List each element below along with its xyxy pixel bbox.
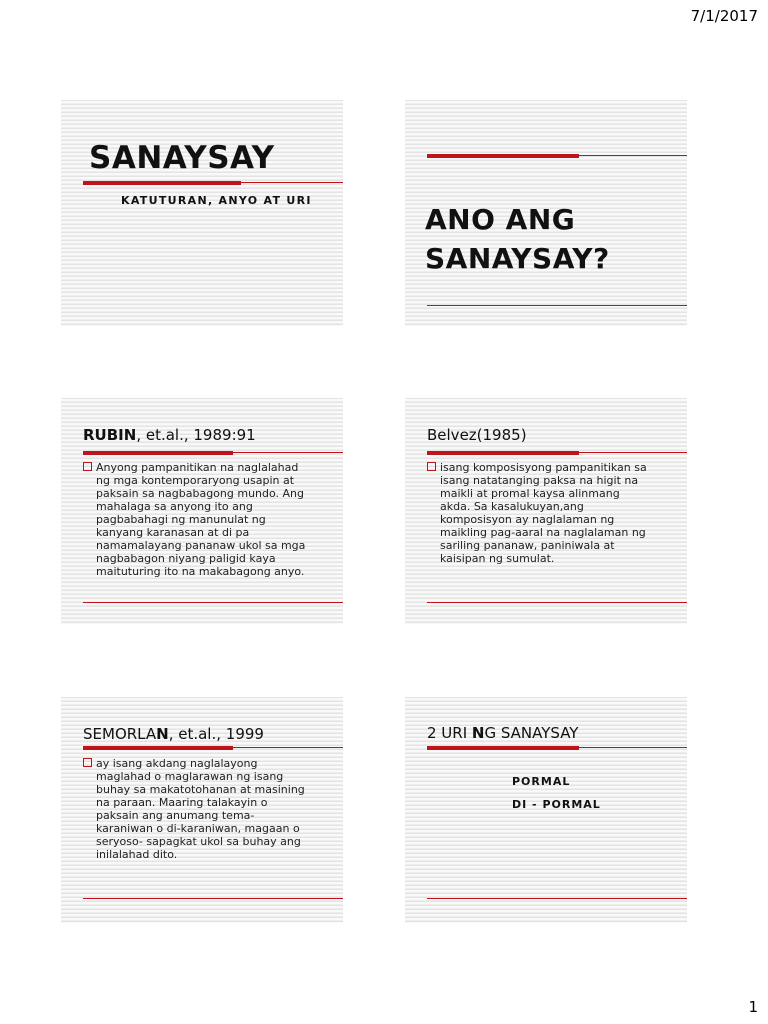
heading-bold-part: RUBIN: [83, 426, 137, 444]
bullet-line: isang komposisyong pampanitikan sa: [440, 461, 647, 474]
accent-line: [579, 155, 687, 156]
bullet-line: paksain sa nagbabagong mundo. Ang: [96, 487, 305, 500]
accent-bar: [427, 746, 579, 750]
question-line-2: SANAYSAY?: [425, 242, 610, 275]
bullet-line: Anyong pampanitikan na naglalahad: [96, 461, 299, 474]
slide-heading: [83, 426, 256, 444]
bullet-line: sariling pananaw, paniniwala at: [440, 539, 615, 552]
bullet-line: komposisyon ay naglalaman ng: [440, 513, 615, 526]
accent-line: [579, 452, 687, 453]
slide-rubin: [61, 398, 343, 624]
slide-question-heading: [425, 200, 610, 278]
bullet-line: maglahad o maglarawan ng isang: [96, 770, 284, 783]
bullet-line: maituturing ito na makabagong anyo.: [96, 565, 305, 578]
bottom-line: [427, 898, 687, 899]
heading-bold-part: N: [156, 725, 169, 743]
square-bullet-icon: [83, 462, 92, 471]
slide-heading: [83, 725, 264, 743]
slide-types: [405, 697, 687, 923]
bullet-line: akda. Sa kasalukuyan,ang: [440, 500, 584, 513]
bottom-line: [427, 305, 687, 306]
bullet-line: mahalaga sa anyong ito ang: [96, 500, 253, 513]
bullet-line: na paraan. Maaring talakayin o: [96, 796, 268, 809]
heading-bold-part: N: [471, 724, 485, 742]
slide-semorlan: [61, 697, 343, 923]
heading-rest-part: , et.al., 1999: [168, 725, 264, 743]
slide-subtitle: KATUTURAN, ANYO AT URI: [121, 194, 312, 207]
accent-bar: [427, 451, 579, 455]
slide-question: [405, 100, 687, 326]
heading-pre-part: 2 URI: [427, 724, 472, 742]
bottom-line: [427, 602, 687, 603]
question-line-1: ANO ANG: [425, 203, 576, 236]
type-item-di-pormal: DI - PORMAL: [512, 798, 601, 811]
bottom-line: [83, 602, 343, 603]
slide-title: [61, 100, 343, 326]
bottom-line: [83, 898, 343, 899]
bullet-line: kaisipan ng sumulat.: [440, 552, 555, 565]
bullet-line: karaniwan o di-karaniwan, magaan o: [96, 822, 300, 835]
bullet-line: maikling pag-aaral na naglalaman ng: [440, 526, 646, 539]
bullet-line: pagbabahagi ng manunulat ng: [96, 513, 266, 526]
type-item-pormal: PORMAL: [512, 775, 571, 788]
bullet-item: [83, 757, 339, 861]
slide-belvez: [405, 398, 687, 624]
slide-heading: [427, 724, 578, 742]
heading-pre-part: SEMORLA: [83, 725, 157, 743]
accent-bar: [83, 181, 241, 185]
page-date: 7/1/2017: [690, 7, 758, 25]
heading-rest-part: , et.al., 1989:91: [136, 426, 256, 444]
bullet-line: paksain ang anumang tema-: [96, 809, 255, 822]
slide-heading: Belvez(1985): [427, 426, 527, 444]
page-number: 1: [748, 998, 758, 1016]
accent-line: [233, 452, 343, 453]
bullet-line: maikli at promal kaysa alinmang: [440, 487, 620, 500]
bullet-line: nagbabagon niyang paligid kaya: [96, 552, 276, 565]
bullet-line: namamalayang pananaw ukol sa mga: [96, 539, 306, 552]
accent-line: [233, 747, 343, 748]
accent-line: [241, 182, 343, 183]
bullet-line: seryoso- sapagkat ukol sa buhay ang: [96, 835, 301, 848]
bullet-line: buhay sa makatotohanan at masining: [96, 783, 305, 796]
slide-title-heading: SANAYSAY: [89, 140, 275, 176]
accent-line: [579, 747, 687, 748]
bullet-item: [83, 461, 339, 578]
bullet-item: [427, 461, 683, 565]
bullet-line: kanyang karanasan at di pa: [96, 526, 250, 539]
square-bullet-icon: [427, 462, 436, 471]
accent-bar: [83, 746, 233, 750]
bullet-line: isang natatanging paksa na higit na: [440, 474, 639, 487]
bullet-line: ay isang akdang naglalayong: [96, 757, 258, 770]
square-bullet-icon: [83, 758, 92, 767]
accent-bar: [427, 154, 579, 158]
bullet-line: ng mga kontemporaryong usapin at: [96, 474, 295, 487]
heading-rest-part: G SANAYSAY: [484, 724, 579, 742]
bullet-line: inilalahad dito.: [96, 848, 178, 861]
accent-bar: [83, 451, 233, 455]
